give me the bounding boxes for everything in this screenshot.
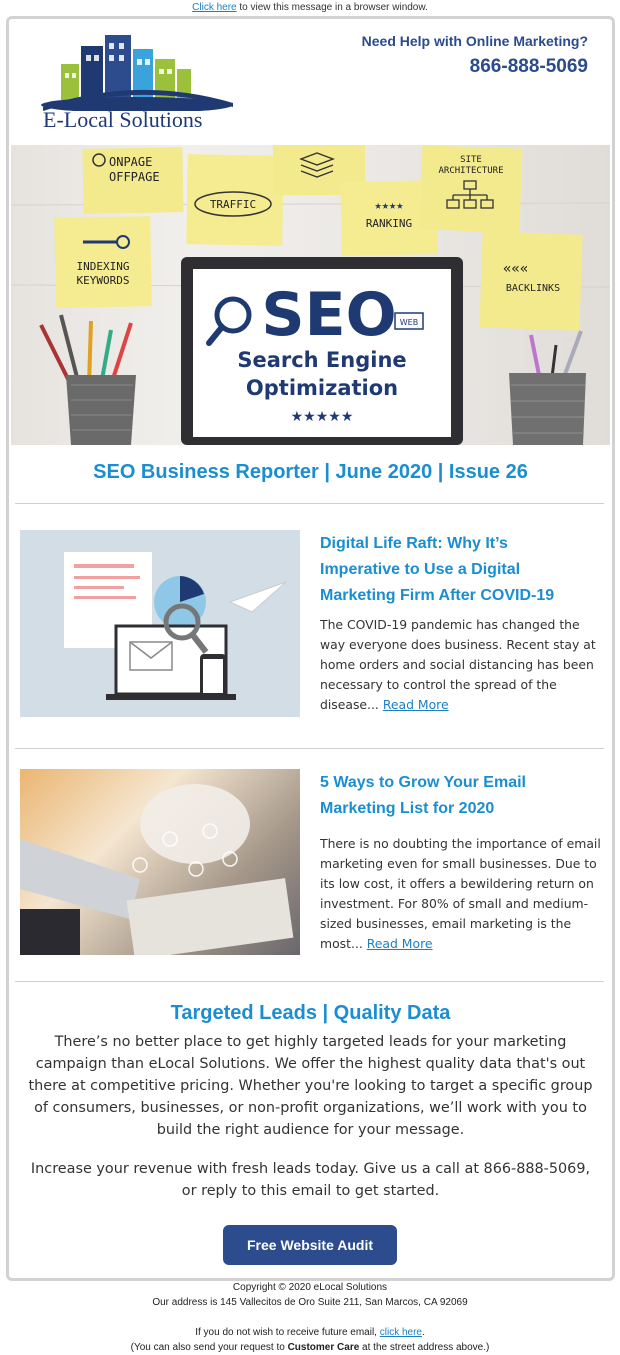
footer-copyright: Copyright © 2020 eLocal Solutions [232, 1282, 388, 1293]
leads-paragraph-1: There’s no better place to get highly targeted leads for your marketing campaign than eLocal Solutions. We offer the highest quality data that's out there at competitive pricing. Whether you're looking to target a specific group of consumers, businesses, or non-profit organizations, we’ll work with you to build the right audience for your message. [28, 1034, 593, 1138]
divider [15, 503, 604, 504]
divider [15, 981, 604, 982]
note-offpage-text: OFFPAGE [109, 170, 160, 184]
preheader [0, 2, 620, 13]
screen-sub2: Optimization [245, 376, 399, 400]
screen-stars: ★★★★★ [290, 409, 354, 425]
screen-sub1: Search Engine [237, 348, 407, 372]
view-in-browser-link[interactable]: Click here [192, 2, 237, 13]
note-backlinks-text: BACKLINKS [505, 283, 561, 294]
email-container [6, 16, 615, 1281]
note-architecture-text: ARCHITECTURE [438, 166, 504, 176]
customer-care-label: Customer Care [287, 1342, 360, 1353]
article-1-title[interactable]: Digital Life Raft: Why It’s Imperative to Use a Digital Marketing Firm After COVID-19 [320, 535, 555, 604]
sticky-note-site-architecture [420, 145, 523, 232]
pencil-cup-left [41, 315, 136, 445]
note-indexing-text: INDEXING [76, 260, 130, 273]
divider [15, 748, 604, 749]
article-1-read-more[interactable]: Read More [382, 697, 449, 712]
newsletter-title: SEO Business Reporter | June 2020 | Issue 26 [93, 461, 528, 483]
note-ranking-text: RANKING [365, 217, 413, 230]
article-2-title[interactable]: 5 Ways to Grow Your Email Marketing List for 2020 [320, 774, 526, 817]
unsubscribe-text: If you do not wish to receive future email, [195, 1327, 380, 1338]
alt-text-2: at the street address above.) [359, 1342, 490, 1353]
unsubscribe-link[interactable]: click here [379, 1327, 422, 1338]
skyline-logo-icon [37, 31, 237, 111]
sticky-note-backlinks [479, 231, 582, 330]
preheader-text: to view this message in a browser window. [236, 2, 428, 13]
sticky-note-onpage [82, 147, 183, 214]
logo-wordmark: E-Local Solutions [43, 107, 203, 132]
laptop-screen [181, 257, 463, 445]
note-keywords-text: KEYWORDS [76, 274, 130, 287]
leads-paragraph-2: Increase your revenue with fresh leads today. Give us a call at 866-888-5069, or reply to this email to get started. [30, 1161, 591, 1199]
email-header [9, 19, 612, 145]
pencil-cup-right [509, 331, 586, 445]
screen-seo-text: SEO [261, 280, 397, 350]
free-website-audit-button[interactable]: Free Website Audit [223, 1225, 397, 1265]
article-2-excerpt: There is no doubting the importance of email marketing even for small businesses. Due to its low cost, it offers a bewildering return on investment. For 80% of small and medium-sized businesses, email marketing is the most... [320, 836, 601, 951]
footer-unsubscribe [0, 1327, 620, 1338]
article-1-image[interactable] [20, 530, 300, 717]
article-2-image[interactable] [20, 769, 300, 955]
note-traffic-text: TRAFFIC [209, 198, 257, 211]
note-ranking-stars: ★★★★ [374, 198, 404, 212]
article-1-body [320, 615, 605, 715]
help-block [362, 33, 588, 78]
sticky-note-indexing [54, 216, 152, 308]
screen-web-badge: WEB [399, 318, 419, 327]
alt-text-1: (You can also send your request to [130, 1342, 288, 1353]
note-site-text: SITE [460, 155, 482, 165]
sticky-note-traffic [186, 154, 284, 246]
help-text: Need Help with Online Marketing? [361, 33, 588, 49]
seo-hero-image [11, 145, 610, 445]
note-onpage-text: ONPAGE [109, 155, 153, 169]
leads-title: Targeted Leads | Quality Data [170, 1002, 451, 1024]
footer-address: Our address is 145 Vallecitos de Oro Suite 211, San Marcos, CA 92069 [152, 1297, 468, 1308]
article-2-body [320, 834, 605, 954]
article-1-excerpt: The COVID-19 pandemic has changed the way everyone does business. Recent stay at home orders and social distancing has been necessary to control the spread of the disease... [320, 617, 596, 712]
article-2-read-more[interactable]: Read More [366, 936, 433, 951]
svg-text:«««: ««« [503, 261, 529, 277]
unsubscribe-end: . [422, 1327, 425, 1338]
footer-alternate-request [0, 1342, 620, 1353]
help-phone[interactable]: 866-888-5069 [469, 56, 588, 77]
